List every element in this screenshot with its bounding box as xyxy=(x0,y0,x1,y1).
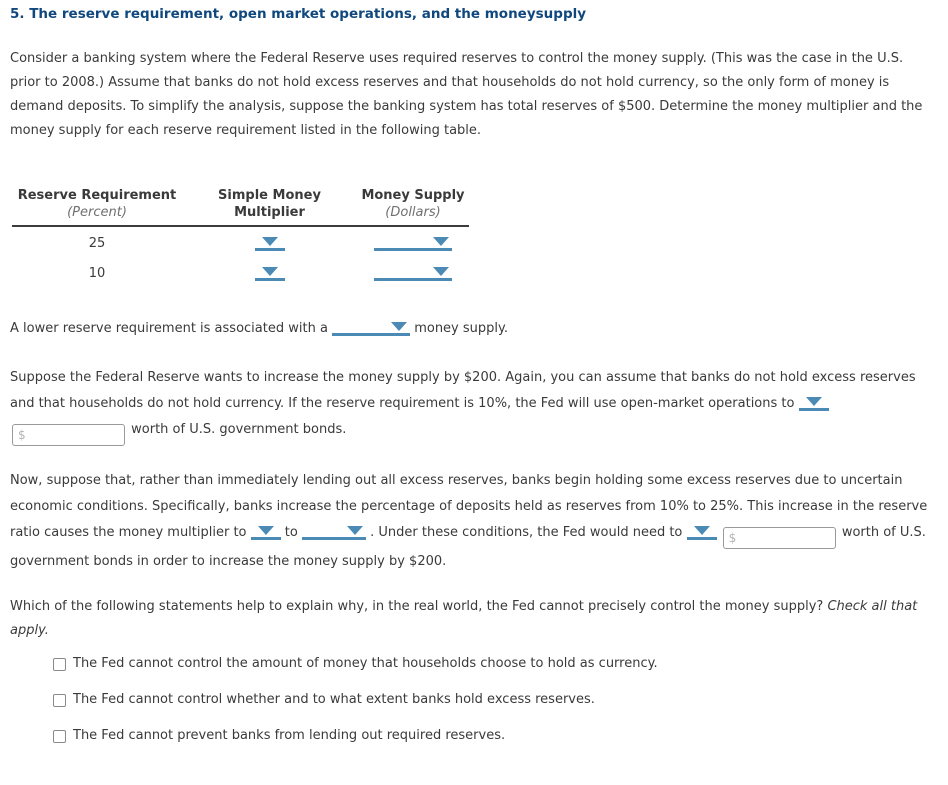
percent-value: 10 xyxy=(88,266,106,281)
lower-reserve-sentence xyxy=(10,317,930,341)
checklist-question xyxy=(10,595,930,643)
option-label: The Fed cannot control whether and to what extent banks hold excess reserves. xyxy=(73,692,595,707)
checkbox[interactable] xyxy=(53,730,66,743)
multiplier-dropdown-row-25[interactable] xyxy=(255,236,285,251)
header-reserve-requirement-label: Reserve Requirement xyxy=(17,188,177,203)
excess-reserves-paragraph xyxy=(10,468,930,575)
multiplier-cell xyxy=(182,266,357,281)
option-label: The Fed cannot control the amount of money that households choose to hold as currency. xyxy=(73,656,658,671)
option-currency-holdings[interactable] xyxy=(53,657,930,671)
lower-reserve-text-before: A lower reserve requirement is associated with a xyxy=(10,321,328,336)
open-market-text-after: worth of U.S. government bonds. xyxy=(131,422,347,437)
option-required-reserves[interactable] xyxy=(53,729,930,743)
open-market-paragraph xyxy=(10,365,930,446)
table-row xyxy=(12,260,469,287)
header-simple-money-multiplier-label: Simple Money Multiplier xyxy=(218,188,321,220)
dropdown-arrow-icon xyxy=(433,237,449,246)
lower-reserve-text-after: money supply. xyxy=(414,321,508,336)
bond-amount-input-2[interactable] xyxy=(723,527,836,549)
multiplier-direction-dropdown[interactable] xyxy=(251,525,281,540)
header-dollars-subheader: (Dollars) xyxy=(385,205,441,220)
open-market-action-dropdown[interactable] xyxy=(799,396,829,411)
multiplier-cell xyxy=(182,236,357,251)
excess-text-4: worth of U.S. government bonds in order to increase the money supply by $200. xyxy=(10,525,926,569)
dropdown-arrow-icon xyxy=(433,267,449,276)
table-header-row xyxy=(12,187,469,227)
reserve-table xyxy=(12,187,469,287)
fed-action-dropdown[interactable] xyxy=(687,525,717,540)
multiplier-new-value-dropdown[interactable] xyxy=(302,525,366,540)
dropdown-arrow-icon xyxy=(694,526,710,535)
dropdown-arrow-icon xyxy=(258,526,274,535)
multiplier-dropdown-row-10[interactable] xyxy=(255,266,285,281)
excess-text-3: . Under these conditions, the Fed would need to xyxy=(370,525,683,540)
checklist-options xyxy=(53,657,930,743)
intro-paragraph: Consider a banking system where the Federal Reserve uses required reserves to control the money supply. (This was the case in the U.S. prior to 2008.) Assume that banks do not hold excess reserves and that households do not hold currency, so the only form of money is demand deposits. To simplify the analysis, suppose the banking system has total reserves of $500. Determine the money multiplier and the money supply for each reserve requirement listed in the following table. xyxy=(10,51,923,138)
check-all-that-apply-note: Check all that apply. xyxy=(10,599,918,638)
lower-reserve-dropdown[interactable] xyxy=(332,321,410,336)
dropdown-arrow-icon xyxy=(262,267,278,276)
dropdown-arrow-icon xyxy=(262,237,278,246)
dropdown-arrow-icon xyxy=(391,322,407,331)
header-reserve-requirement xyxy=(12,187,182,221)
bond-amount-input-1[interactable] xyxy=(12,424,125,446)
option-label: The Fed cannot prevent banks from lending out required reserves. xyxy=(73,728,506,743)
page-title: 5. The reserve requirement, open market operations, and the moneysupply xyxy=(10,6,587,22)
header-money-supply-label: Money Supply xyxy=(361,188,465,203)
percent-value: 25 xyxy=(88,236,106,251)
checklist-question-text: Which of the following statements help to explain why, in the real world, the Fed cannot precisely control the money supply? xyxy=(10,599,824,614)
checkbox[interactable] xyxy=(53,658,66,671)
header-simple-money-multiplier xyxy=(182,187,357,221)
money-supply-dropdown-row-25[interactable] xyxy=(374,236,452,251)
checkbox[interactable] xyxy=(53,694,66,707)
excess-text-2: to xyxy=(284,525,298,540)
excess-text-1: Now, suppose that, rather than immediately lending out all excess reserves, banks begin holding some excess reserves due to uncertain economic conditions. Specifically, banks increase the percentage of deposits held as reserves from 10% to 25%. This increase in the reserve ratio causes the money multiplier to xyxy=(10,473,928,540)
header-money-supply xyxy=(357,187,469,221)
table-row xyxy=(12,230,469,257)
money-supply-cell xyxy=(357,236,469,251)
open-market-text-before: Suppose the Federal Reserve wants to increase the money supply by $200. Again, you can assume that banks do not hold excess reserves and that households do not hold currency. If the reserve requirement is 10%, the Fed will use open-market operations to xyxy=(10,370,916,411)
money-supply-dropdown-row-10[interactable] xyxy=(374,266,452,281)
dropdown-arrow-icon xyxy=(347,526,363,535)
money-supply-cell xyxy=(357,266,469,281)
dropdown-arrow-icon xyxy=(806,397,822,406)
option-excess-reserves[interactable] xyxy=(53,693,930,707)
header-percent-subheader: (Percent) xyxy=(67,205,127,220)
